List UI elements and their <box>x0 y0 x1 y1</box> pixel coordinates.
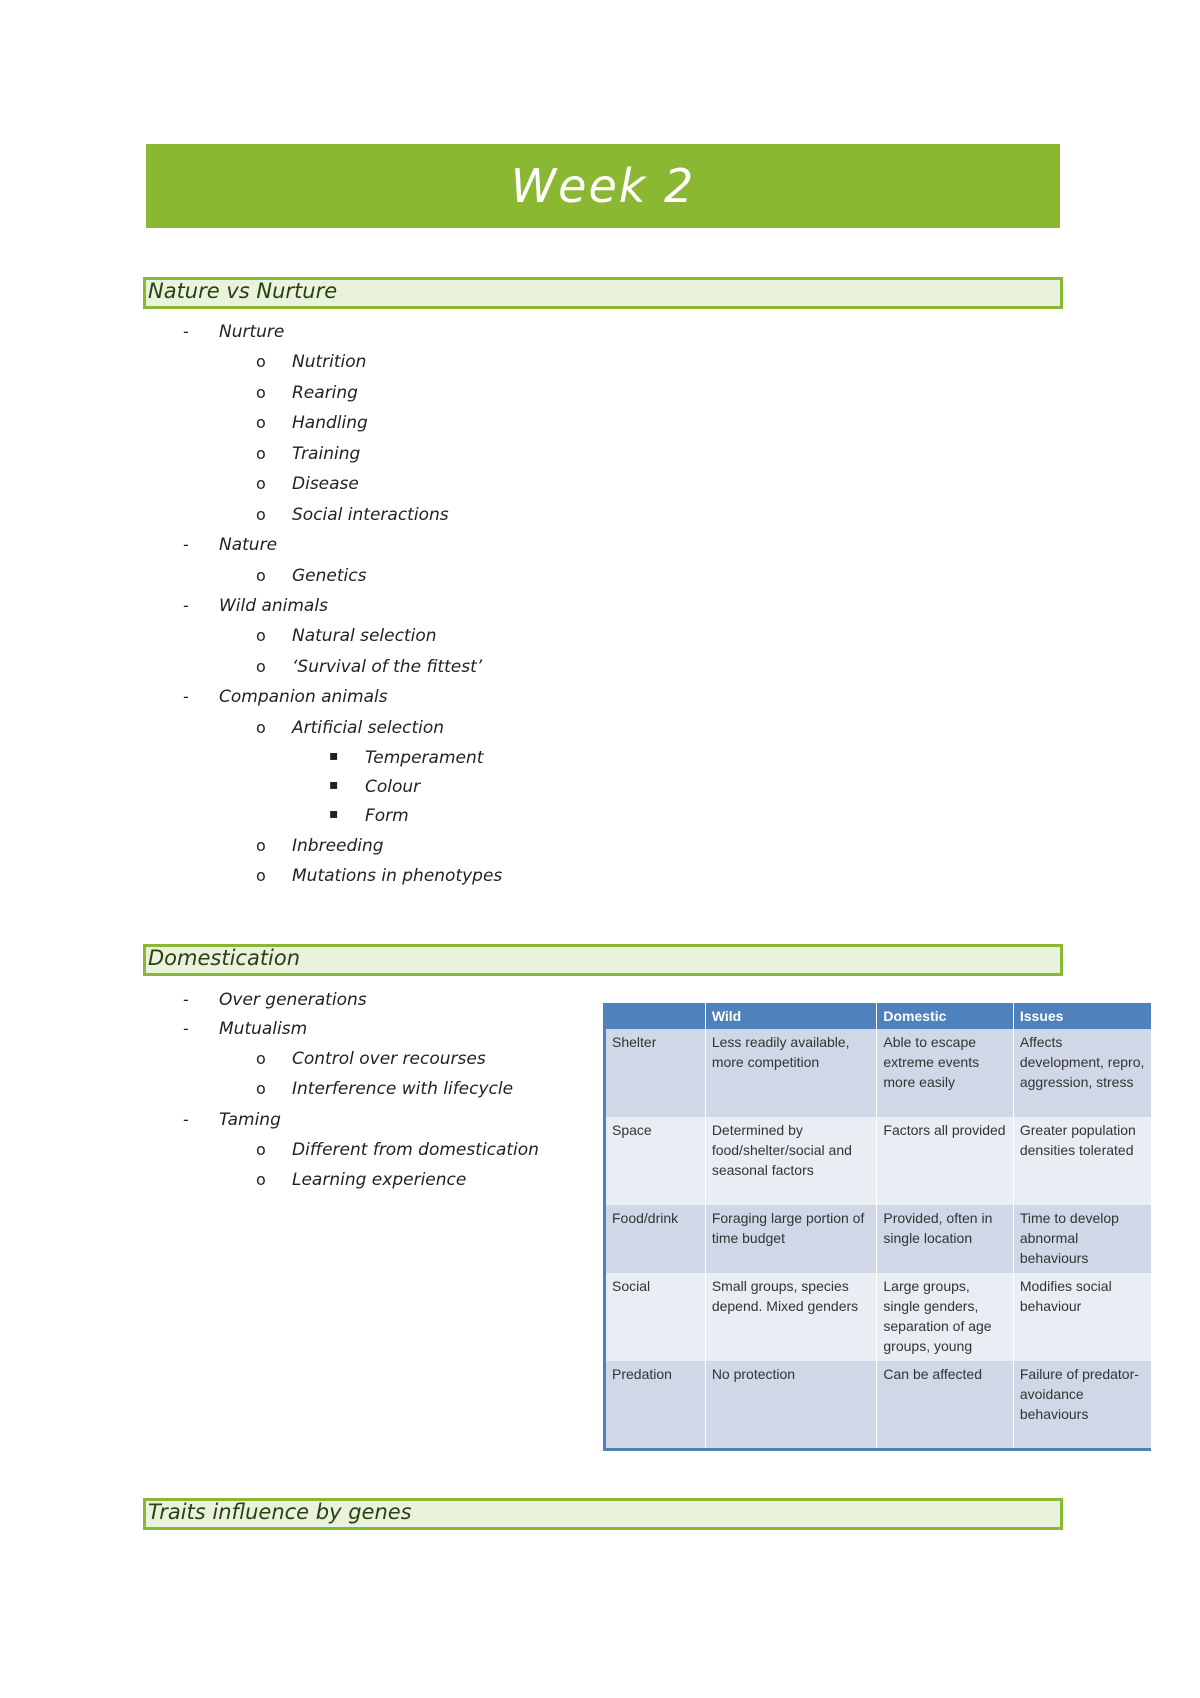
square-bullet: ▪ <box>329 748 339 764</box>
table-header-cell <box>605 1003 706 1029</box>
table-cell: Social <box>605 1273 706 1361</box>
section-heading-domestication-text: Domestication <box>148 946 301 970</box>
section-heading-nature-text: Nature vs Nurture <box>148 279 338 303</box>
circle-bullet: o <box>256 1170 266 1189</box>
circle-bullet: o <box>256 836 266 855</box>
list-item: Genetics <box>292 566 367 586</box>
table-cell: Failure of predator-avoidance behaviours <box>1013 1361 1151 1449</box>
list-item: Nurture <box>219 322 285 342</box>
list-item: Artificial selection <box>292 718 445 738</box>
list-item: Learning experience <box>292 1170 467 1190</box>
dash-bullet: - <box>183 322 189 341</box>
table-cell: Foraging large portion of time budget <box>705 1205 877 1273</box>
table-cell: Provided, often in single location <box>877 1205 1013 1273</box>
table-cell: Factors all provided <box>877 1117 1013 1205</box>
page-title: Week 2 <box>510 159 696 213</box>
circle-bullet: o <box>256 657 266 676</box>
dash-bullet: - <box>183 535 189 554</box>
list-item: Training <box>292 444 361 464</box>
table-cell: Large groups, single genders, separation of age groups, young <box>877 1273 1013 1361</box>
circle-bullet: o <box>256 626 266 645</box>
table-cell: Can be affected <box>877 1361 1013 1449</box>
circle-bullet: o <box>256 1140 266 1159</box>
circle-bullet: o <box>256 444 266 463</box>
section-heading-traits <box>143 1498 1063 1530</box>
list-item: Natural selection <box>292 626 437 646</box>
list-item: Nature <box>219 535 278 555</box>
table-row <box>605 1361 1152 1449</box>
list-item: Mutations in phenotypes <box>292 866 503 886</box>
section-heading-nature <box>143 277 1063 309</box>
circle-bullet: o <box>256 383 266 402</box>
table-cell: Affects development, repro, aggression, stress <box>1013 1029 1151 1117</box>
list-item: Control over recourses <box>292 1049 486 1069</box>
list-item: Wild animals <box>219 596 328 616</box>
list-item: Taming <box>219 1110 281 1130</box>
dash-bullet: - <box>183 596 189 615</box>
list-item: Rearing <box>292 383 358 403</box>
circle-bullet: o <box>256 1079 266 1098</box>
table-cell: No protection <box>705 1361 877 1449</box>
table-cell: Able to escape extreme events more easily <box>877 1029 1013 1117</box>
list-item: Mutualism <box>219 1019 308 1039</box>
table-cell: Less readily available, more competition <box>705 1029 877 1117</box>
list-item: Form <box>365 806 409 826</box>
table-row <box>605 1117 1152 1205</box>
dash-bullet: - <box>183 1110 189 1129</box>
square-bullet: ▪ <box>329 777 339 793</box>
list-item: Inbreeding <box>292 836 384 856</box>
comparison-table <box>603 1003 1151 1451</box>
list-item: Temperament <box>365 748 484 768</box>
list-item: Different from domestication <box>292 1140 539 1160</box>
circle-bullet: o <box>256 1049 266 1068</box>
table-cell: Determined by food/shelter/social and seasonal factors <box>705 1117 877 1205</box>
circle-bullet: o <box>256 718 266 737</box>
square-bullet: ▪ <box>329 806 339 822</box>
table-row <box>605 1029 1152 1117</box>
circle-bullet: o <box>256 413 266 432</box>
list-item: Colour <box>365 777 421 797</box>
list-item: Disease <box>292 474 359 494</box>
section-heading-traits-text: Traits influence by genes <box>148 1500 412 1524</box>
table-cell: Time to develop abnormal behaviours <box>1013 1205 1151 1273</box>
section-heading-domestication <box>143 944 1063 976</box>
table-cell: Small groups, species depend. Mixed genders <box>705 1273 877 1361</box>
dash-bullet: - <box>183 687 189 706</box>
table-header-row <box>605 1003 1152 1029</box>
circle-bullet: o <box>256 352 266 371</box>
table-cell: Food/drink <box>605 1205 706 1273</box>
table-cell: Modifies social behaviour <box>1013 1273 1151 1361</box>
circle-bullet: o <box>256 566 266 585</box>
table-row <box>605 1205 1152 1273</box>
list-item: Social interactions <box>292 505 449 525</box>
list-item: Interference with lifecycle <box>292 1079 514 1099</box>
list-item: Over generations <box>219 990 367 1010</box>
circle-bullet: o <box>256 474 266 493</box>
table-header-cell: Domestic <box>877 1003 1013 1029</box>
table-cell: Predation <box>605 1361 706 1449</box>
table-header-cell: Issues <box>1013 1003 1151 1029</box>
table-header-cell: Wild <box>705 1003 877 1029</box>
dash-bullet: - <box>183 1019 189 1038</box>
dash-bullet: - <box>183 990 189 1009</box>
list-item: Companion animals <box>219 687 388 707</box>
list-item: ‘Survival of the fittest’ <box>292 657 483 677</box>
table-cell: Space <box>605 1117 706 1205</box>
list-item: Handling <box>292 413 368 433</box>
circle-bullet: o <box>256 505 266 524</box>
title-banner <box>146 144 1060 228</box>
table-row <box>605 1273 1152 1361</box>
circle-bullet: o <box>256 866 266 885</box>
list-item: Nutrition <box>292 352 367 372</box>
table-cell: Shelter <box>605 1029 706 1117</box>
table-cell: Greater population densities tolerated <box>1013 1117 1151 1205</box>
